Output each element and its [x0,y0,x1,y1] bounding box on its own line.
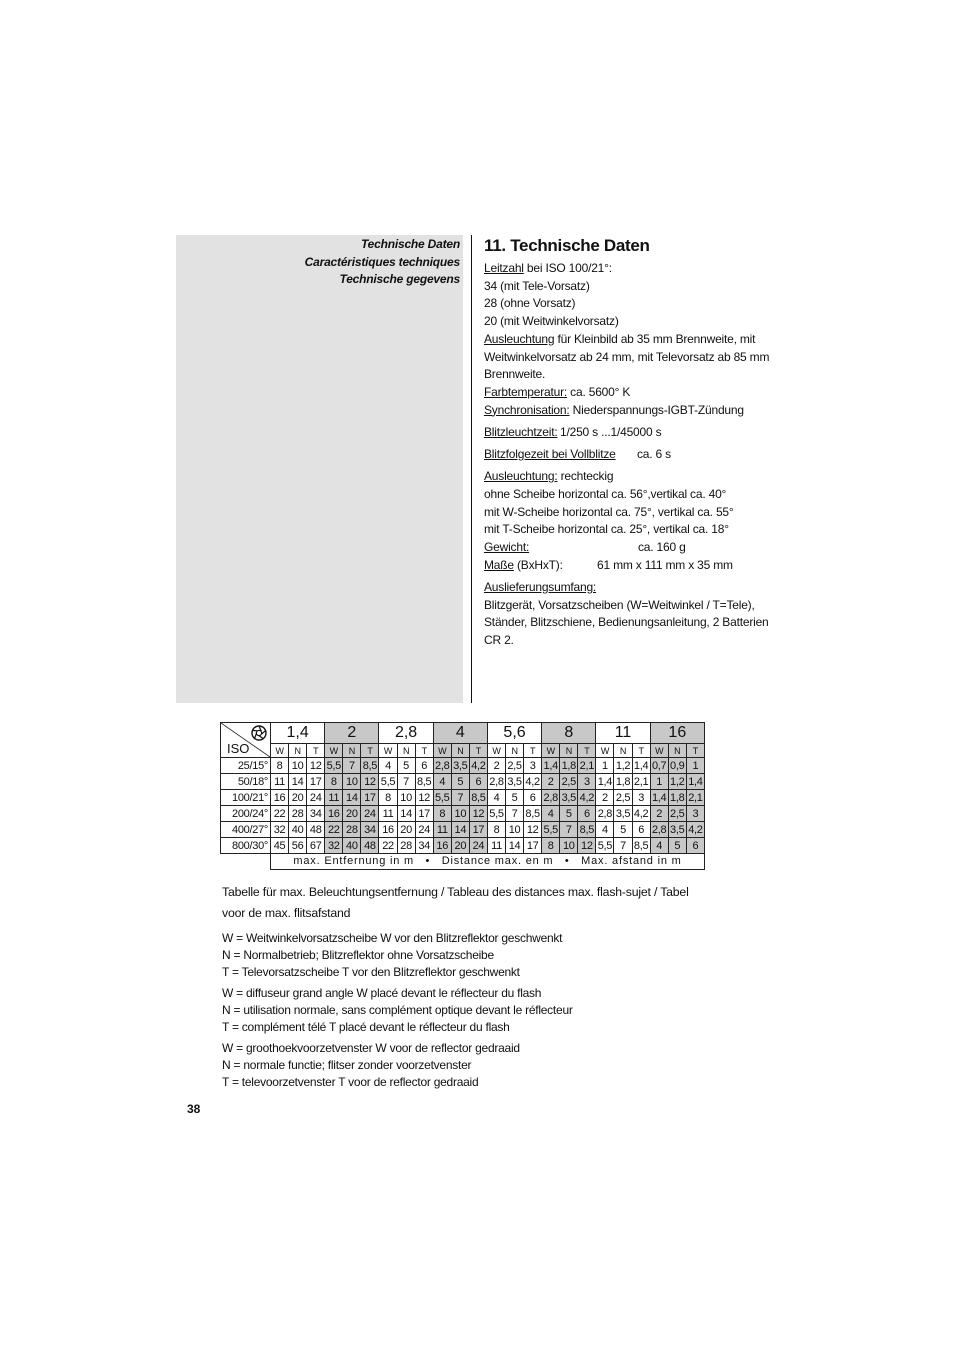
distance-cell: 7 [397,774,415,790]
distance-cell: 1,8 [561,759,576,772]
mode-header: W [542,744,560,758]
distance-cell: 3,5 [453,759,468,772]
distance-cell: 20 [397,822,415,838]
mode-header: W [433,744,451,758]
blitzleuchtzeit-label: Blitzleuchtzeit: [484,424,558,439]
distance-cell: 1,4 [688,775,703,788]
distance-cell: 8,5 [525,807,540,820]
mode-header: N [668,744,686,758]
distance-cell: 2,5 [670,807,685,820]
distance-cell: 6 [686,838,704,854]
distance-cell: 5,5 [326,759,341,772]
blitzfolgezeit-value: ca. 6 s [637,447,671,462]
distance-cell: 17 [469,822,487,838]
distance-units-footer: max. Entfernung in m • Distance max. en m • Max. afstand in m [271,854,705,870]
footer-spacer [221,854,271,870]
table-footer-row [221,854,705,870]
distance-cell: 24 [469,838,487,854]
distance-cell: 4,2 [633,807,649,820]
masse-label: Maße [484,557,514,572]
ausleuchtung2-value: rechteckig [557,469,614,484]
distance-cell: 4,2 [579,791,595,804]
distance-cell: 7 [614,838,632,854]
ausleuchtung2-line-1: ohne Scheibe horizontal ca. 56°,vertikal ca. 40° [484,486,727,501]
page-number: 38 [187,1102,201,1116]
distance-cell: 17 [307,774,325,790]
sidebar-titles [305,236,460,289]
spec-masse [484,557,774,575]
mode-header: T [307,744,325,758]
distance-cell: 7 [506,806,524,822]
distance-cell: 14 [343,790,361,806]
distance-cell: 12 [415,790,433,806]
table-row [221,758,705,774]
distance-cell: 1,2 [615,759,631,772]
aperture-header: 11 [596,723,650,744]
distance-cell: 28 [343,822,361,838]
synchronisation-value: Niederspannungs-IGBT-Zündung [569,402,744,417]
ausleuchtung2-label: Ausleuchtung: [484,469,558,484]
distance-cell: 1 [650,774,668,790]
distance-cell: 2,8 [651,823,667,836]
aperture-header-row [221,723,705,744]
sidebar [176,235,463,703]
distance-cell: 4 [542,806,560,822]
legend-nl-n: N = normale functie; flitser zonder voorzetvenster [222,1058,472,1072]
distance-cell: 12 [524,822,542,838]
spec-blitzleuchtzeit [484,424,774,442]
spec-leitzahl [484,260,774,278]
distance-cell: 1,2 [670,775,685,788]
distance-cell: 10 [397,790,415,806]
distance-cell: 12 [578,838,596,854]
distance-cell: 2,5 [507,759,522,772]
distance-cell: 4,2 [688,823,703,836]
distance-cell: 2,5 [561,775,576,788]
distance-cell: 7 [560,822,578,838]
aperture-header: 16 [650,723,704,744]
farbtemperatur-label: Farbtemperatur: [484,384,568,399]
distance-cell: 56 [289,838,307,854]
mode-header: T [415,744,433,758]
distance-cell: 2 [650,806,668,822]
legend-nl-w: W = groothoekvoorzetvenster W voor de reflector gedraaid [222,1041,520,1055]
distance-cell: 16 [325,806,343,822]
table-row [221,838,705,854]
distance-cell: 22 [271,806,289,822]
iso-value: 400/27° [221,822,271,838]
legend-nl-t: T = televoorzetvenster T voor de reflector gedraaid [222,1075,479,1089]
distance-cell: 2 [596,790,614,806]
distance-cell: 45 [271,838,289,854]
distance-cell: 8 [433,806,451,822]
masse-value: 61 mm x 111 mm x 35 mm [597,557,733,572]
ausleuchtung2-line-2: mit W-Scheibe horizontal ca. 75°, vertikal ca. 55° [484,504,734,519]
distance-cell: 20 [289,790,307,806]
distance-cell: 5,5 [597,839,613,852]
distance-cell: 3,5 [615,807,631,820]
distance-cell: 40 [289,822,307,838]
mode-header: W [487,744,505,758]
distance-cell: 11 [433,822,451,838]
distance-cell: 3,5 [561,791,576,804]
distance-cell: 12 [361,774,379,790]
distance-cell: 5,5 [435,791,450,804]
distance-cell: 5 [668,838,686,854]
mode-header: T [578,744,596,758]
aperture-header: 1,4 [271,723,325,744]
distance-cell: 2 [542,774,560,790]
mode-header-row [221,744,705,758]
distance-cell: 34 [307,806,325,822]
distance-cell: 34 [361,822,379,838]
distance-cell: 1,4 [633,759,649,772]
blitzleuchtzeit-value: 1/250 s ...1/45000 s [560,424,662,439]
table-row [221,774,705,790]
distance-cell: 32 [325,838,343,854]
distance-cell: 8,5 [633,839,649,852]
distance-cell: 22 [379,838,397,854]
distance-cell: 40 [343,838,361,854]
blitzfolgezeit-label: Blitzfolgezeit bei Vollblitze [484,447,616,462]
distance-cell: 0,7 [651,759,667,772]
distance-cell: 6 [632,822,650,838]
aperture-header: 4 [433,723,487,744]
iso-value: 800/30° [221,838,271,854]
distance-cell: 17 [524,838,542,854]
aperture-icon [251,725,267,741]
distance-cell: 10 [506,822,524,838]
distance-cell: 7 [451,790,469,806]
legend-de-w: W = Weitwinkelvorsatzscheibe W vor den Blitzreflektor geschwenkt [222,931,563,945]
spec-synchronisation [484,402,774,420]
distance-cell: 6 [524,790,542,806]
distance-cell: 1,4 [597,775,613,788]
distance-cell: 24 [307,790,325,806]
aperture-header: 2 [325,723,379,744]
distance-cell: 5 [614,822,632,838]
distance-cell: 4 [487,790,505,806]
distance-cell: 10 [560,838,578,854]
aperture-header: 8 [542,723,596,744]
distance-cell: 8,5 [471,791,486,804]
distance-cell: 2,5 [615,791,631,804]
distance-cell: 16 [271,790,289,806]
legend-fr-w: W = diffuseur grand angle W placé devant le réflecteur du flash [222,986,542,1000]
distance-cell: 12 [307,758,325,774]
distance-cell: 24 [361,806,379,822]
distance-cell: 5,5 [380,775,396,788]
iso-value: 50/18° [221,774,271,790]
distance-cell: 8 [542,838,560,854]
page-heading: 11. Technische Daten [484,236,650,255]
distance-cell: 48 [361,838,379,854]
distance-cell: 5 [560,806,578,822]
mode-header: W [271,744,289,758]
distance-cell: 67 [307,838,325,854]
leitzahl-rest: bei ISO 100/21°: [523,261,612,275]
lieferumfang-text: Blitzgerät, Vorsatzscheiben (W=Weitwinkel / T=Tele), Ständer, Blitzschiene, Bedienungsanleitung, 2 Batterien CR 2. [484,597,769,648]
distance-cell: 2,8 [435,759,450,772]
distance-cell: 4 [379,758,397,774]
distance-cell: 2,1 [633,775,649,788]
mode-header: T [361,744,379,758]
distance-cell: 14 [289,774,307,790]
distance-cell: 17 [361,790,379,806]
distance-cell: 3 [524,758,542,774]
distance-cell: 1,4 [651,791,667,804]
iso-value: 25/15° [221,758,271,774]
spec-gewicht [484,539,774,557]
mode-header: N [451,744,469,758]
iso-corner-cell [221,723,271,758]
distance-cell: 16 [379,822,397,838]
legend-fr-t: T = complément télé T placé devant le réflecteur du flash [222,1020,510,1034]
distance-cell: 8 [379,790,397,806]
distance-cell: 14 [451,822,469,838]
iso-value: 200/24° [221,806,271,822]
mode-header: N [614,744,632,758]
mode-header: N [343,744,361,758]
distance-cell: 6 [415,758,433,774]
gewicht-value: ca. 160 g [638,540,686,555]
mode-header: W [596,744,614,758]
distance-cell: 10 [451,806,469,822]
distance-cell: 4 [433,774,451,790]
distance-cell: 8,5 [362,759,378,772]
distance-cell: 10 [289,758,307,774]
mode-header: N [506,744,524,758]
sidebar-title-fr: Caractéristiques techniques [304,254,460,269]
ausleuchtung2-line-3: mit T-Scheibe horizontal ca. 25°, vertikal ca. 18° [484,522,729,537]
distance-cell: 4,2 [525,775,540,788]
distance-cell: 28 [397,838,415,854]
distance-cell: 1 [596,758,614,774]
distance-cell: 20 [343,806,361,822]
distance-cell: 5,5 [489,807,504,820]
distance-cell: 8 [325,774,343,790]
distance-cell: 6 [578,806,596,822]
table-row [221,790,705,806]
distance-cell: 11 [487,838,505,854]
synchronisation-label: Synchronisation: [484,402,570,417]
vertical-divider [471,235,472,703]
distance-cell: 14 [506,838,524,854]
distance-cell: 5,5 [543,823,558,836]
legend-nl [222,1040,702,1091]
distance-cell: 4 [650,838,668,854]
legend-de-n: N = Normalbetrieb; Blitzreflektor ohne Vorsatzscheibe [222,948,494,962]
flash-range-table [220,722,705,870]
mode-header: T [632,744,650,758]
spec-ausleuchtung-1 [484,331,774,384]
distance-cell: 2,1 [579,759,595,772]
spec-farbtemperatur [484,384,774,402]
mode-header: N [289,744,307,758]
distance-cell: 2,8 [597,807,613,820]
distance-cell: 1 [686,758,704,774]
distance-cell: 6 [469,774,487,790]
legend-fr [222,985,702,1036]
sidebar-title-de: Technische Daten [360,237,460,251]
sidebar-title-nl: Technische gegevens [339,272,460,286]
leitzahl-label: Leitzahl [484,261,524,275]
table-row [221,822,705,838]
distance-cell: 3,5 [507,775,522,788]
distance-cell: 34 [415,838,433,854]
table-row [221,806,705,822]
distance-cell: 1,8 [670,791,685,804]
mode-header: T [686,744,704,758]
legend-fr-n: N = utilisation normale, sans complément optique devant le réflecteur [222,1003,573,1017]
aperture-header: 5,6 [487,723,541,744]
tech-specs [484,235,774,650]
distance-cell: 1,4 [543,759,558,772]
distance-cell: 3 [632,790,650,806]
distance-cell: 2,1 [688,791,703,804]
mode-header: N [560,744,578,758]
gewicht-label: Gewicht: [484,540,530,555]
distance-cell: 11 [325,790,343,806]
distance-cell: 20 [451,838,469,854]
masse-rest: (BxHxT): [513,557,563,572]
distance-cell: 17 [415,806,433,822]
distance-cell: 24 [415,822,433,838]
leitzahl-value-1: 34 (mit Tele-Vorsatz) [484,278,590,293]
distance-cell: 10 [343,774,361,790]
distance-cell: 11 [271,774,289,790]
distance-cell: 14 [397,806,415,822]
distance-cell: 11 [379,806,397,822]
farbtemperatur-value: ca. 5600° K [567,384,631,399]
spec-blitzfolgezeit [484,446,774,464]
distance-cell: 2,8 [489,775,504,788]
distance-cell: 22 [325,822,343,838]
mode-header: W [325,744,343,758]
distance-cell: 8,5 [416,775,432,788]
mode-header: T [469,744,487,758]
distance-cell: 12 [469,806,487,822]
iso-value: 100/21° [221,790,271,806]
distance-cell: 5 [397,758,415,774]
mode-header: N [397,744,415,758]
table-caption: Tabelle für max. Beleuchtungsentfernung / Tableau des distances max. flash-sujet / Tabel voor de max. flitsafstand [222,885,689,920]
distance-cell: 3 [578,774,596,790]
distance-cell: 2,8 [543,791,558,804]
distance-cell: 3,5 [670,823,685,836]
distance-cell: 28 [289,806,307,822]
distance-cell: 8 [487,822,505,838]
ausleuchtung1-label: Ausleuchtung [484,331,555,346]
distance-cell: 3 [686,806,704,822]
mode-header: T [524,744,542,758]
aperture-header: 2,8 [379,723,433,744]
mode-header: W [379,744,397,758]
distance-cell: 32 [271,822,289,838]
distance-cell: 0,9 [670,759,685,772]
distance-cell: 48 [307,822,325,838]
spec-lieferumfang [484,579,774,597]
spec-ausleuchtung-2 [484,468,774,486]
leitzahl-value-2: 28 (ohne Vorsatz) [484,296,576,311]
distance-cell: 5 [506,790,524,806]
ausleuchtung1-text: für Kleinbild ab 35 mm Brennweite, mit Weitwinkelvorsatz ab 24 mm, mit Televorsatz ab 85 mm Brennweite. [484,331,770,382]
distance-cell: 7 [343,758,361,774]
legend-de [222,930,702,981]
distance-cell: 2 [487,758,505,774]
distance-cell: 5 [451,774,469,790]
iso-label: ISO [227,741,250,756]
distance-cell: 4,2 [471,759,486,772]
leitzahl-value-3: 20 (mit Weitwinkelvorsatz) [484,314,619,329]
distance-cell: 16 [433,838,451,854]
distance-cell: 1,8 [615,775,631,788]
distance-cell: 8,5 [579,823,595,836]
mode-header: W [650,744,668,758]
lieferumfang-label: Auslieferungsumfang: [484,579,597,594]
legend-de-t: T = Televorsatzscheibe T vor den Blitzreflektor geschwenkt [222,965,520,979]
distance-cell: 4 [596,822,614,838]
distance-cell: 8 [271,758,289,774]
